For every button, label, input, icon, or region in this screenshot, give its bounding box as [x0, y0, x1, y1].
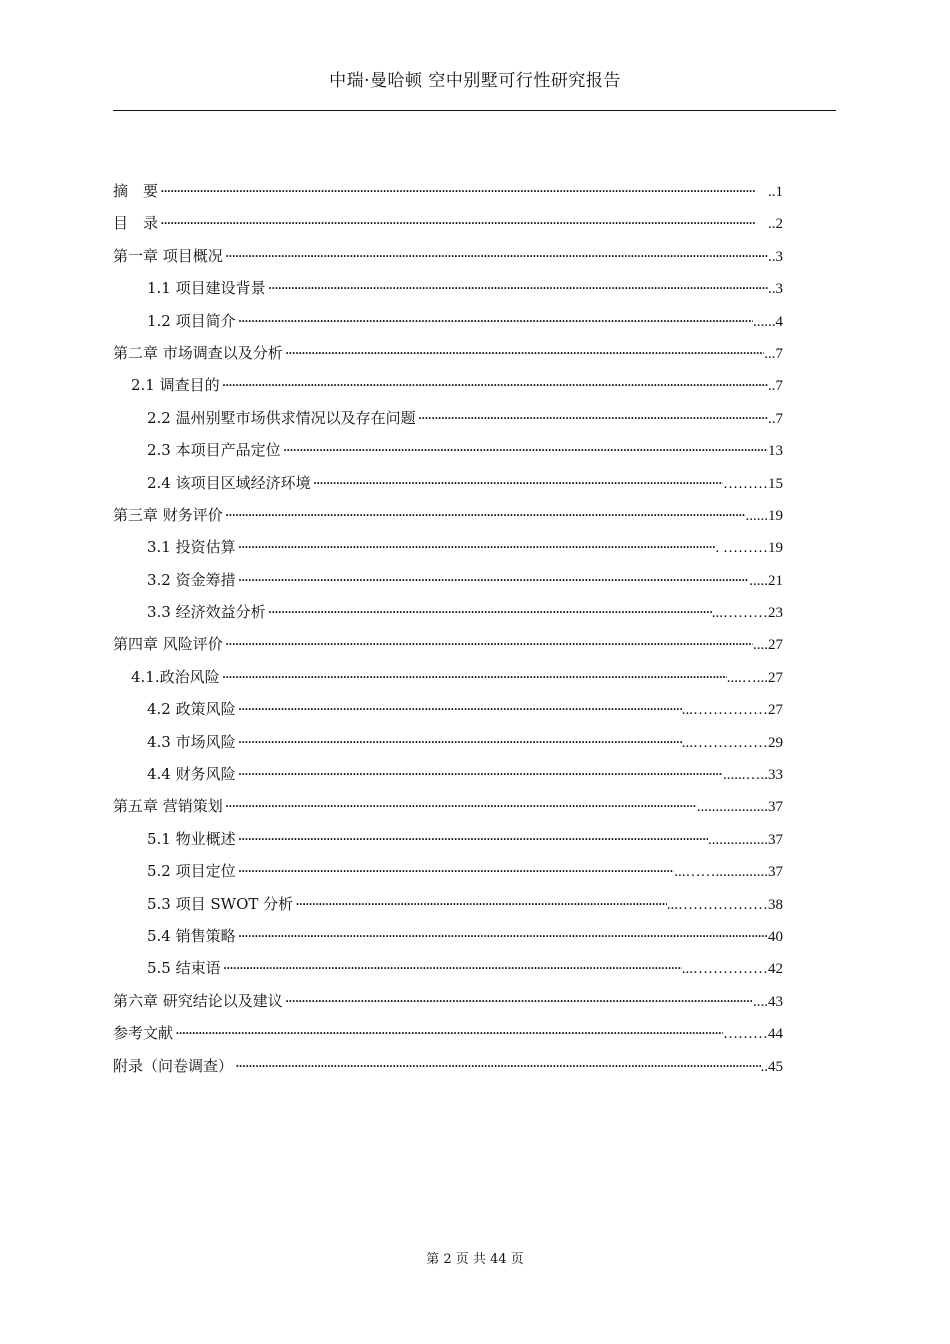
toc-entry-page: 40 — [768, 928, 783, 945]
toc-entry-page: ...……………42 — [681, 961, 783, 978]
toc-entry[interactable] — [113, 698, 783, 730]
toc-leader-dots — [223, 247, 768, 265]
toc-entry[interactable] — [113, 763, 783, 795]
toc-entry-label: 4.1.政治风险 — [131, 667, 220, 686]
toc-entry[interactable] — [113, 731, 783, 763]
toc-entry-page: ...……………29 — [681, 734, 783, 751]
toc-entry[interactable] — [113, 245, 783, 277]
toc-entry-label: 2.3 本项目产品定位 — [147, 441, 281, 460]
toc-entry-label: 2.4 该项目区域经济环境 — [147, 473, 311, 492]
toc-entry-page: ...7 — [764, 345, 783, 362]
toc-entry-page: ..45 — [760, 1058, 783, 1075]
toc-entry[interactable] — [113, 569, 783, 601]
toc-leader-dots — [223, 506, 746, 524]
toc-entry-page: ................37 — [708, 831, 783, 848]
toc-entry[interactable] — [113, 1022, 783, 1054]
toc-entry-page: .....21 — [749, 572, 783, 589]
toc-leader-dots — [236, 765, 723, 783]
toc-entry-label: 第四章 风险评价 — [113, 635, 223, 654]
toc-entry-label: 2.1 调查目的 — [131, 376, 220, 395]
toc-entry[interactable] — [113, 990, 783, 1022]
toc-entry-page: ...………………38 — [666, 896, 783, 913]
toc-leader-dots — [416, 409, 768, 427]
toc-leader-dots — [283, 344, 764, 362]
toc-entry-label: 5.5 结束语 — [147, 959, 221, 978]
toc-entry-label: 附录（问卷调查） — [113, 1056, 234, 1075]
toc-entry[interactable] — [113, 601, 783, 633]
toc-entry-label: 1.1 项目建设背景 — [147, 279, 266, 298]
toc-leader-dots — [233, 1057, 760, 1075]
toc-entry-page: . ………19 — [715, 540, 783, 557]
toc-entry[interactable] — [113, 633, 783, 665]
toc-leader-dots — [236, 733, 682, 751]
toc-leader-dots — [236, 571, 750, 589]
toc-entry[interactable] — [113, 860, 783, 892]
toc-leader-dots — [173, 1024, 723, 1042]
toc-entry[interactable] — [113, 893, 783, 925]
toc-leader-dots — [236, 830, 708, 848]
toc-entry-label: 5.1 物业概述 — [147, 829, 236, 848]
toc-entry-page: ..2 — [768, 216, 783, 233]
toc-leader-dots — [283, 992, 753, 1010]
toc-leader-dots — [223, 635, 753, 653]
toc-entry-page: ...……..............37 — [674, 864, 783, 881]
toc-entry-label: 4.2 政策风险 — [147, 700, 236, 719]
toc-leader-dots — [223, 797, 697, 815]
toc-entry[interactable] — [113, 212, 783, 244]
toc-leader-dots — [158, 182, 768, 200]
toc-leader-dots — [311, 474, 723, 492]
toc-entry[interactable] — [113, 666, 783, 698]
toc-entry-page: ......19 — [745, 507, 783, 524]
toc-leader-dots — [281, 441, 768, 459]
toc-entry-page: ..7 — [768, 378, 783, 395]
toc-entry-page: ..1 — [768, 184, 783, 200]
toc-leader-dots — [236, 862, 675, 880]
toc-entry-label: 5.3 项目 SWOT 分析 — [147, 894, 294, 913]
toc-entry[interactable] — [113, 342, 783, 374]
toc-entry-label: 第六章 研究结论以及建议 — [113, 991, 283, 1010]
toc-entry-page: ...………23 — [711, 605, 783, 622]
toc-entry-page: ....…...27 — [726, 669, 783, 686]
toc-entry-page: ...……………27 — [681, 702, 783, 719]
toc-entry-page: 13 — [768, 443, 783, 460]
header-divider — [113, 110, 836, 111]
toc-entry-label: 第二章 市场调查以及分析 — [113, 343, 283, 362]
toc-leader-dots — [221, 959, 682, 977]
toc-entry[interactable] — [113, 828, 783, 860]
toc-entry-page: ....43 — [753, 993, 783, 1010]
toc-entry[interactable] — [113, 439, 783, 471]
toc-leader-dots — [293, 895, 667, 913]
toc-entry-label: 3.2 资金筹措 — [147, 570, 236, 589]
toc-leader-dots — [236, 538, 716, 556]
toc-leader-dots — [220, 376, 768, 394]
toc-entry-page: ..3 — [768, 281, 783, 298]
toc-entry-label: 2.2 温州别墅市场供求情况以及存在问题 — [147, 408, 416, 427]
toc-entry-label: 4.3 市场风险 — [147, 732, 236, 751]
toc-entry[interactable] — [113, 374, 783, 406]
toc-entry-label: 第一章 项目概况 — [113, 246, 223, 265]
toc-entry[interactable] — [113, 277, 783, 309]
toc-leader-dots — [236, 927, 768, 945]
toc-entry[interactable] — [113, 310, 783, 342]
toc-entry-label: 第三章 财务评价 — [113, 505, 223, 524]
toc-leader-dots — [158, 214, 768, 232]
toc-entry-page: ..7 — [768, 410, 783, 427]
table-of-contents — [113, 180, 783, 1087]
toc-entry[interactable] — [113, 925, 783, 957]
toc-entry-label: 摘 要 — [113, 182, 159, 200]
toc-entry[interactable] — [113, 504, 783, 536]
toc-leader-dots — [236, 312, 753, 330]
toc-entry-label: 5.2 项目定位 — [147, 862, 236, 881]
toc-entry-label: 参考文献 — [113, 1024, 174, 1043]
report-title: 中瑞·曼哈顿 空中别墅可行性研究报告 — [329, 71, 621, 91]
toc-entry-label: 1.2 项目简介 — [147, 311, 236, 330]
toc-entry[interactable] — [113, 536, 783, 568]
toc-entry-page: ....27 — [753, 637, 783, 654]
toc-entry-label: 第五章 营销策划 — [113, 797, 223, 816]
toc-leader-dots — [266, 603, 712, 621]
toc-entry[interactable] — [113, 795, 783, 827]
toc-entry[interactable] — [113, 180, 783, 212]
toc-entry[interactable] — [113, 472, 783, 504]
page-footer: 第 2 页 共 44 页 — [426, 1252, 524, 1267]
toc-entry-page: ..3 — [768, 248, 783, 265]
toc-entry-page: ………44 — [723, 1026, 783, 1043]
toc-entry-page: ………15 — [723, 475, 783, 492]
toc-leader-dots — [220, 668, 727, 686]
toc-leader-dots — [236, 700, 682, 718]
toc-leader-dots — [266, 279, 768, 297]
toc-entry-page: ...................37 — [696, 799, 783, 816]
toc-entry[interactable] — [113, 407, 783, 439]
toc-entry-page: ......4 — [753, 313, 783, 330]
toc-entry[interactable] — [113, 957, 783, 989]
toc-entry-label: 5.4 销售策略 — [147, 926, 236, 945]
toc-entry-label: 3.1 投资估算 — [147, 538, 236, 557]
toc-entry-label: 4.4 财务风险 — [147, 765, 236, 784]
toc-entry-page: ......…..33 — [723, 767, 783, 784]
toc-entry-label: 目 录 — [113, 214, 159, 233]
toc-entry-label: 3.3 经济效益分析 — [147, 603, 266, 622]
toc-entry[interactable] — [113, 1055, 783, 1087]
